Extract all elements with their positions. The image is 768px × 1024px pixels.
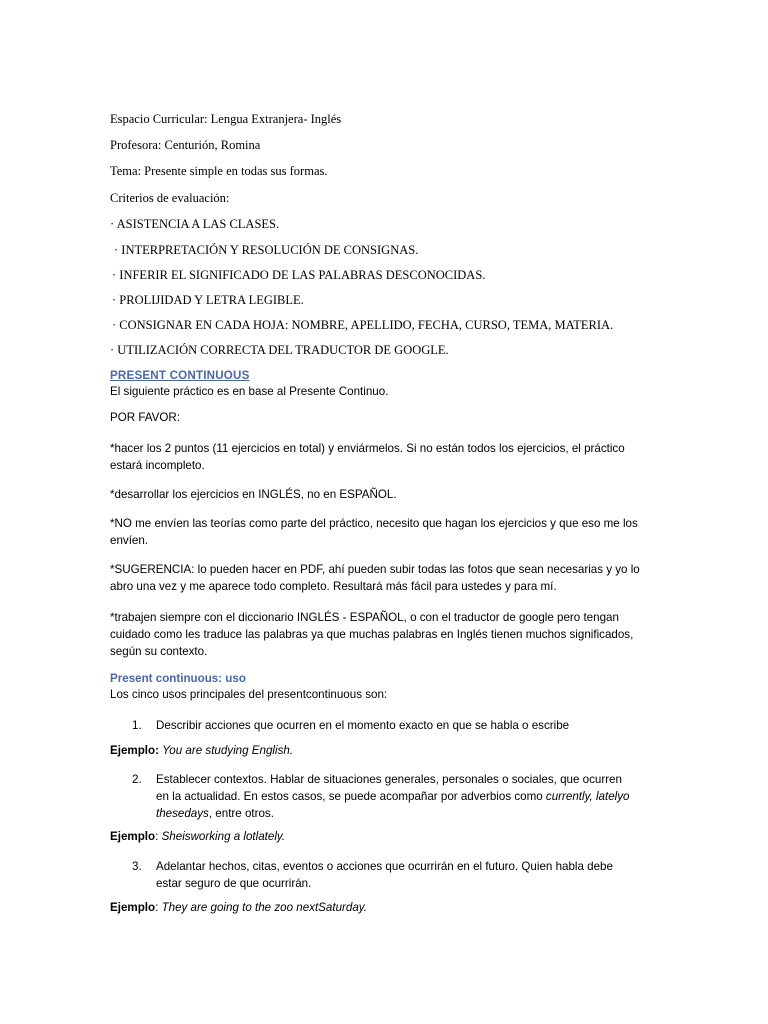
present-continuous-uso-heading: Present continuous: uso	[110, 672, 246, 685]
por-favor-label: POR FAVOR:	[110, 411, 181, 424]
criterion-item: · INFERIR EL SIGNIFICADO DE LAS PALABRAS DESCONOCIDAS.	[112, 268, 486, 282]
example-line	[110, 829, 285, 845]
section1-intro: El siguiente práctico es en base al Presente Continuo.	[110, 385, 389, 398]
topic-line: Tema: Presente simple en todas sus formas.	[110, 164, 328, 178]
example-label: Ejemplo	[110, 830, 156, 843]
usage-text-part: , entre otros.	[208, 807, 274, 820]
section2-intro: Los cinco usos principales del presentcontinuous son:	[110, 688, 388, 701]
criterion-item: · INTERPRETACIÓN Y RESOLUCIÓN DE CONSIGNAS.	[114, 243, 419, 257]
usage-number: 2.	[132, 773, 142, 786]
instruction-paragraph: *NO me envíen las teorías como parte del práctico, necesito que hagan los ejercicios y que eso me los envíen.	[110, 517, 638, 547]
criteria-title: Criterios de evaluación:	[110, 191, 230, 205]
instruction-paragraph: *trabajen siempre con el diccionario INGLÉS - ESPAÑOL, o con el traductor de google pero tengan cuidado como les traduce las palabras ya que muchas palabras en Inglés tienen muchos significados, según su contexto.	[110, 611, 634, 658]
example-line	[110, 900, 367, 916]
example-separator: :	[155, 830, 162, 843]
usage-text-part: Establecer contextos. Hablar de situaciones generales, personales o sociales, que ocurren en la actualidad. En estos casos, se puede acompañar por adverbios como	[156, 773, 622, 803]
curricular-space-line: Espacio Curricular: Lengua Extranjera- Inglés	[110, 112, 342, 126]
example-sentence: They are going to the zoo nextSaturday.	[161, 901, 367, 914]
example-sentence: Sheisworking a lotlately.	[161, 830, 286, 843]
usage-text: Adelantar hechos, citas, eventos o acciones que ocurrirán en el futuro. Quien habla debe estar seguro de que ocurrirán.	[156, 860, 613, 890]
instruction-paragraph: *hacer los 2 puntos (11 ejercicios en total) y enviármelos. Si no están todos los ejercicios, el práctico estará incompleto.	[110, 442, 625, 472]
example-label: Ejemplo:	[110, 744, 159, 757]
example-line	[110, 743, 293, 759]
criterion-item: · ASISTENCIA A LAS CLASES.	[110, 217, 280, 231]
criterion-item: · PROLIJIDAD Y LETRA LEGIBLE.	[112, 293, 304, 307]
instruction-paragraph: *SUGERENCIA: lo pueden hacer en PDF, ahí pueden subir todas las fotos que sean necesarias y yo lo abro una vez y me aparece todo completo. Resultará más fácil para ustedes y para mí.	[110, 563, 640, 593]
criterion-item: · CONSIGNAR EN CADA HOJA: NOMBRE, APELLIDO, FECHA, CURSO, TEMA, MATERIA.	[112, 318, 614, 332]
example-sentence: You are studying English.	[162, 744, 294, 757]
criterion-item: · UTILIZACIÓN CORRECTA DEL TRADUCTOR DE GOOGLE.	[110, 343, 449, 357]
teacher-line: Profesora: Centurión, Romina	[110, 138, 261, 152]
usage-number: 3.	[132, 860, 142, 873]
usage-number: 1.	[132, 719, 142, 732]
usage-text	[156, 771, 634, 822]
usage-adverbs: currently, latelyo thesedays	[156, 790, 630, 820]
instruction-paragraph: *desarrollar los ejercicios en INGLÉS, no en ESPAÑOL.	[110, 488, 397, 501]
present-continuous-heading: PRESENT CONTINUOUS	[110, 369, 250, 382]
example-separator: :	[155, 901, 162, 914]
usage-text: Describir acciones que ocurren en el momento exacto en que se habla o escribe	[156, 719, 570, 732]
example-label: Ejemplo	[110, 901, 156, 914]
